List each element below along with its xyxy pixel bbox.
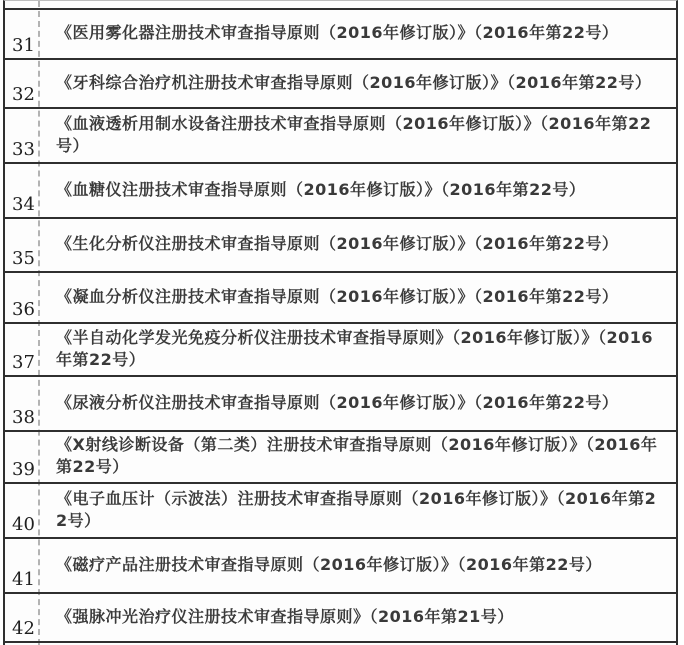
guidelines-table bbox=[3, 0, 678, 645]
row-number: 34 bbox=[12, 194, 35, 215]
table-row bbox=[5, 109, 676, 164]
guideline-title: 《凝血分析仪注册技术审查指导原则（2016年修订版）》（2016年第22号） bbox=[56, 286, 619, 306]
table-row-partial-top bbox=[5, 1, 676, 10]
row-number: 31 bbox=[12, 35, 35, 56]
guideline-title: 《磁疗产品注册技术审查指导原则（2016年修订版）》（2016年第22号） bbox=[56, 554, 602, 574]
row-number: 37 bbox=[12, 352, 35, 373]
guideline-title: 《医用雾化器注册技术审查指导原则（2016年修订版）》（2016年第22号） bbox=[56, 23, 619, 43]
table-row bbox=[5, 60, 676, 109]
guideline-title: 《X射线诊断设备（第二类）注册技术审查指导原则（2016年修订版）》（2016年第22号） bbox=[56, 435, 658, 476]
row-number: 32 bbox=[12, 84, 35, 105]
table-row bbox=[5, 10, 676, 60]
row-number: 40 bbox=[12, 514, 35, 535]
row-number: 41 bbox=[12, 569, 35, 590]
table-row bbox=[5, 324, 676, 377]
table-row bbox=[5, 539, 676, 594]
row-number: 35 bbox=[12, 248, 35, 269]
row-number: 36 bbox=[12, 299, 35, 320]
row-number: 42 bbox=[12, 618, 35, 639]
table-row bbox=[5, 273, 676, 324]
guideline-title: 《血液透析用制水设备注册技术审查指导原则（2016年修订版）》（2016年第22号） bbox=[56, 113, 652, 155]
guideline-title: 《血糖仪注册技术审查指导原则（2016年修订版）》（2016年第22号） bbox=[56, 179, 586, 199]
row-number: 33 bbox=[12, 139, 35, 160]
table-row bbox=[5, 164, 676, 219]
guideline-title: 《生化分析仪注册技术审查指导原则（2016年修订版）》（2016年第22号） bbox=[56, 234, 619, 254]
row-number: 38 bbox=[12, 407, 35, 428]
guideline-title: 《牙科综合治疗机注册技术审查指导原则（2016年修订版）》（2016年第22号） bbox=[56, 72, 652, 92]
guideline-title: 《强脉冲光治疗仪注册技术审查指导原则》（2016年第21号） bbox=[56, 606, 514, 626]
row-number: 39 bbox=[12, 459, 35, 480]
guideline-title: 《尿液分析仪注册技术审查指导原则（2016年修订版）》（2016年第22号） bbox=[56, 392, 619, 412]
table-row bbox=[5, 484, 676, 539]
table-row bbox=[5, 219, 676, 273]
guideline-title: 《半自动化学发光免疫分析仪注册技术审查指导原则》（2016年修订版）》（2016年第22号） bbox=[56, 327, 654, 369]
table-row bbox=[5, 432, 676, 484]
table-row bbox=[5, 377, 676, 432]
guideline-title: 《电子血压计（示波法）注册技术审查指导原则（2016年修订版）》（2016年第22号） bbox=[56, 488, 657, 530]
table-row bbox=[5, 594, 676, 643]
